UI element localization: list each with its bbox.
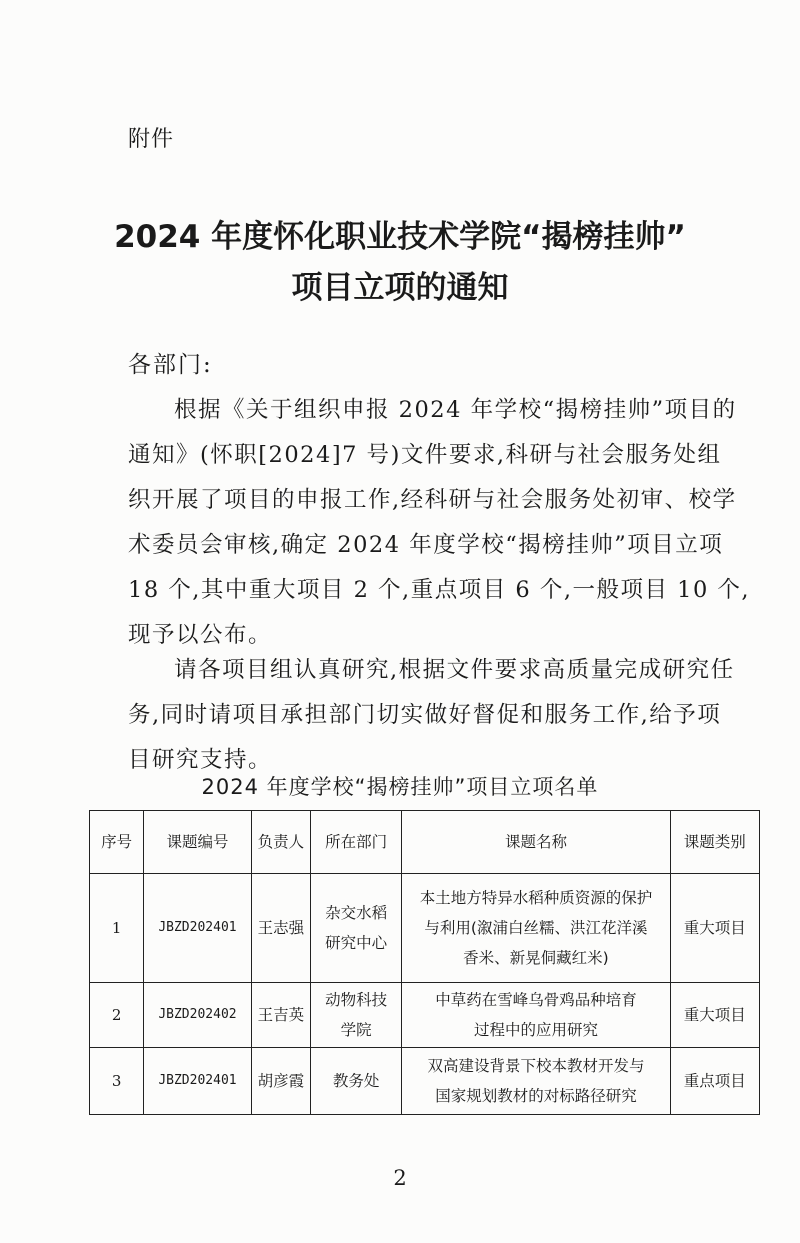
project-list-table	[89, 810, 760, 1115]
cell-name	[402, 1048, 670, 1115]
paragraph-line: 根据《关于组织申报 2024 年学校“揭榜挂帅”项目的	[174, 397, 737, 423]
cell-name	[402, 874, 670, 983]
cell-name-line: 过程中的应用研究	[473, 1021, 598, 1039]
cell-dept-line: 动物科技	[325, 991, 388, 1009]
header-category: 课题类别	[670, 811, 759, 874]
page-number: 2	[393, 1166, 407, 1190]
cell-no: 1	[90, 874, 144, 983]
header-dept: 所在部门	[310, 811, 401, 874]
cell-name	[402, 983, 670, 1048]
cell-name-line: 与利用(溆浦白丝糯、洪江花洋溪	[424, 919, 648, 937]
cell-dept	[310, 983, 401, 1048]
body-paragraph-2	[128, 648, 735, 783]
document-title-line-2: 项目立项的通知	[291, 270, 509, 306]
paragraph-line: 织开展了项目的申报工作,经科研与社会服务处初审、校学	[128, 487, 737, 513]
cell-dept-line: 研究中心	[325, 934, 388, 952]
paragraph-line: 现予以公布。	[128, 622, 273, 648]
paragraph-line: 目研究支持。	[128, 747, 273, 773]
cell-category: 重大项目	[670, 874, 759, 983]
cell-name-line: 本土地方特异水稻种质资源的保护	[419, 889, 653, 907]
body-paragraph-1	[128, 388, 751, 658]
cell-dept-line: 学院	[340, 1021, 372, 1039]
table-row	[90, 1048, 760, 1115]
attachment-label: 附件	[128, 127, 175, 152]
salutation: 各部门:	[128, 352, 213, 378]
cell-owner: 王志强	[251, 874, 310, 983]
cell-dept-line: 教务处	[332, 1072, 380, 1090]
cell-owner: 胡彦霞	[251, 1048, 310, 1115]
cell-name-line: 国家规划教材的对标路径研究	[435, 1087, 637, 1105]
cell-category: 重大项目	[670, 983, 759, 1048]
cell-name-line: 中草药在雪峰乌骨鸡品种培育	[435, 991, 637, 1009]
cell-category: 重点项目	[670, 1048, 759, 1115]
document-title-line-1: 2024 年度怀化职业技术学院“揭榜挂帅”	[114, 219, 686, 255]
cell-code: JBZD202401	[144, 874, 251, 983]
cell-code: JBZD202401	[144, 1048, 251, 1115]
header-no: 序号	[90, 811, 144, 874]
header-owner: 负责人	[251, 811, 310, 874]
cell-owner: 王吉英	[251, 983, 310, 1048]
cell-dept	[310, 874, 401, 983]
header-name: 课题名称	[402, 811, 670, 874]
paragraph-line: 18 个,其中重大项目 2 个,重点项目 6 个,一般项目 10 个,	[128, 577, 751, 603]
cell-dept	[310, 1048, 401, 1115]
paragraph-line: 请各项目组认真研究,根据文件要求高质量完成研究任	[174, 657, 735, 683]
cell-name-line: 香米、新晃侗藏红米)	[463, 949, 609, 967]
paragraph-line: 通知》(怀职[2024]7 号)文件要求,科研与社会服务处组	[128, 442, 722, 468]
cell-no: 3	[90, 1048, 144, 1115]
paragraph-line: 术委员会审核,确定 2024 年度学校“揭榜挂帅”项目立项	[128, 532, 724, 558]
table-caption: 2024 年度学校“揭榜挂帅”项目立项名单	[201, 775, 599, 799]
header-code: 课题编号	[144, 811, 251, 874]
cell-name-line: 双高建设背景下校本教材开发与	[427, 1057, 645, 1075]
cell-dept-line: 杂交水稻	[325, 904, 388, 922]
paragraph-line: 务,同时请项目承担部门切实做好督促和服务工作,给予项	[128, 702, 722, 728]
table-row	[90, 983, 760, 1048]
table-row	[90, 874, 760, 983]
cell-no: 2	[90, 983, 144, 1048]
cell-code: JBZD202402	[144, 983, 251, 1048]
table-header-row	[90, 811, 760, 874]
